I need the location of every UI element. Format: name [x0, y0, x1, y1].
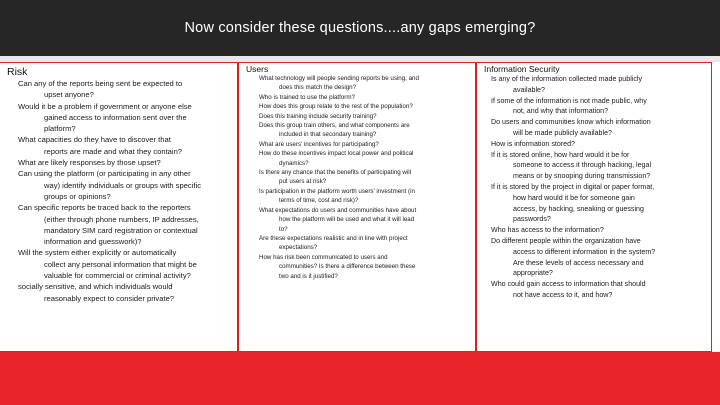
info-question-3: [477, 117, 709, 139]
users-question-5: [239, 121, 471, 140]
question-line: What expectations do users and communities have about: [259, 206, 417, 214]
question-line: Is there any chance that the benefits of participating will: [259, 169, 412, 177]
question-line: reports are made and what they contain?: [44, 146, 183, 156]
question-line: someone to access it through hacking, legal: [513, 161, 652, 170]
question-line: What capacities do they have to discover that: [18, 135, 171, 145]
question-line: How does this group relate to the rest of the population?: [259, 103, 413, 111]
question-line: passwords?: [513, 215, 551, 224]
question-line: socially sensitive, and which individuals would: [18, 282, 173, 292]
risk-question-2: [0, 101, 232, 135]
info-question-9: [477, 279, 709, 301]
users-heading: Users: [246, 64, 269, 74]
risk-question-5: [0, 168, 232, 202]
users-question-11: [239, 234, 471, 253]
users-question-2: [239, 93, 471, 102]
users-panel: [238, 62, 476, 352]
question-line: How do these incentives impact local power and political: [259, 150, 414, 158]
risk-heading: Risk: [7, 66, 28, 78]
users-question-1: [239, 74, 471, 93]
question-line: Would it be a problem if government or anyone else: [18, 101, 192, 111]
question-line: How is information stored?: [491, 139, 575, 148]
question-line: Do different people within the organization have: [491, 236, 641, 245]
question-line: how hard would it be for someone gain: [513, 193, 635, 202]
risk-question-list: [0, 78, 232, 304]
question-line: Who has access to the information?: [491, 226, 604, 235]
question-line: means or by snooping during transmission?: [513, 172, 651, 181]
information-security-panel: [476, 62, 712, 352]
risk-question-7: [0, 247, 232, 281]
question-line: Who could gain access to information that should: [491, 280, 646, 289]
right-margin: [712, 62, 720, 352]
users-question-12: [239, 253, 471, 281]
question-line: put users at risk?: [279, 178, 327, 186]
question-line: included in that secondary training?: [279, 131, 377, 139]
risk-question-3: [0, 134, 232, 157]
question-line: groups or opinions?: [44, 191, 111, 201]
question-line: to?: [279, 225, 288, 233]
users-question-7: [239, 149, 471, 168]
question-line: not have access to it, and how?: [513, 290, 613, 299]
question-line: communities? Is there a difference between these: [279, 263, 416, 271]
question-line: expectations?: [279, 244, 318, 252]
question-line: reasonably expect to consider private?: [44, 293, 175, 303]
slide-title: Now consider these questions....any gaps emerging?: [184, 20, 536, 36]
users-question-8: [239, 168, 471, 187]
info-question-6: [477, 182, 709, 225]
question-line: If it is stored by the project in digital or paper format,: [491, 182, 655, 191]
risk-question-8: [0, 281, 232, 304]
question-line: two and is it justified?: [279, 272, 338, 280]
risk-panel: [0, 62, 238, 352]
question-line: If it is stored online, how hard would it be for: [491, 150, 630, 159]
question-line: access, by hacking, sneaking or guessing: [513, 204, 644, 213]
question-line: How has risk been communicated to users and: [259, 253, 388, 261]
question-line: mandatory SIM card registration or contextual: [44, 225, 198, 235]
question-line: Are these expectations realistic and in line with project: [259, 234, 408, 242]
footer-band: [0, 352, 720, 405]
question-line: will be made publicly available?: [513, 128, 612, 137]
question-line: If some of the information is not made public, why: [491, 96, 647, 105]
question-line: how the platform will be used and what it will lead: [279, 216, 415, 224]
users-question-6: [239, 140, 471, 149]
users-question-list: [239, 74, 471, 281]
question-line: Are these levels of access necessary and: [513, 258, 644, 267]
information-security-question-list: [477, 74, 709, 301]
question-line: valuable for commercial or criminal activity?: [44, 271, 191, 281]
question-line: platform?: [44, 124, 76, 134]
question-line: access to different information in the system?: [513, 247, 656, 256]
question-line: Is participation in the platform worth users' investment (in: [259, 187, 415, 195]
question-line: available?: [513, 85, 545, 94]
risk-question-6: [0, 202, 232, 247]
question-line: Does this group train others, and what components are: [259, 122, 410, 130]
question-line: does this match the design?: [279, 84, 357, 92]
question-line: gained access to information sent over the: [44, 112, 187, 122]
question-line: Does this training include security training?: [259, 112, 377, 120]
question-line: terms of time, cost and risk)?: [279, 197, 359, 205]
info-question-5: [477, 150, 709, 182]
users-question-4: [239, 112, 471, 121]
risk-question-1: [0, 78, 232, 101]
question-line: Is any of the information collected made publicly: [491, 75, 643, 83]
info-question-8: [477, 236, 709, 279]
question-line: Who is trained to use the platform?: [259, 93, 355, 101]
question-line: What are users' incentives for participating?: [259, 140, 379, 148]
question-line: upset anyone?: [44, 90, 94, 100]
users-question-9: [239, 187, 471, 206]
question-line: information and guesswork)?: [44, 237, 142, 247]
slide-header: [0, 0, 720, 56]
question-line: What technology will people sending reports be using, and: [259, 75, 419, 82]
question-line: not, and why that information?: [513, 107, 609, 116]
question-line: (either through phone numbers, IP addresses,: [44, 214, 199, 224]
question-line: Can using the platform (or participating in any other: [18, 169, 191, 179]
information-security-heading: Information Security: [484, 64, 560, 74]
question-line: Can any of the reports being sent be expected to: [18, 79, 183, 88]
question-line: Can specific reports be traced back to the reporters: [18, 203, 191, 213]
question-line: Will the system either explicitly or automatically: [18, 248, 177, 258]
users-question-10: [239, 206, 471, 234]
question-line: appropriate?: [513, 269, 553, 278]
question-line: dynamics?: [279, 159, 309, 167]
question-line: collect any personal information that might be: [44, 259, 197, 269]
question-line: Do users and communities know which information: [491, 118, 651, 127]
question-line: way) identify individuals or groups with specific: [44, 180, 202, 190]
users-question-3: [239, 102, 471, 111]
risk-question-4: [0, 157, 232, 168]
info-question-1: [477, 74, 709, 96]
info-question-4: [477, 139, 709, 150]
info-question-2: [477, 96, 709, 118]
question-line: What are likely responses by those upset?: [18, 158, 161, 168]
info-question-7: [477, 225, 709, 236]
